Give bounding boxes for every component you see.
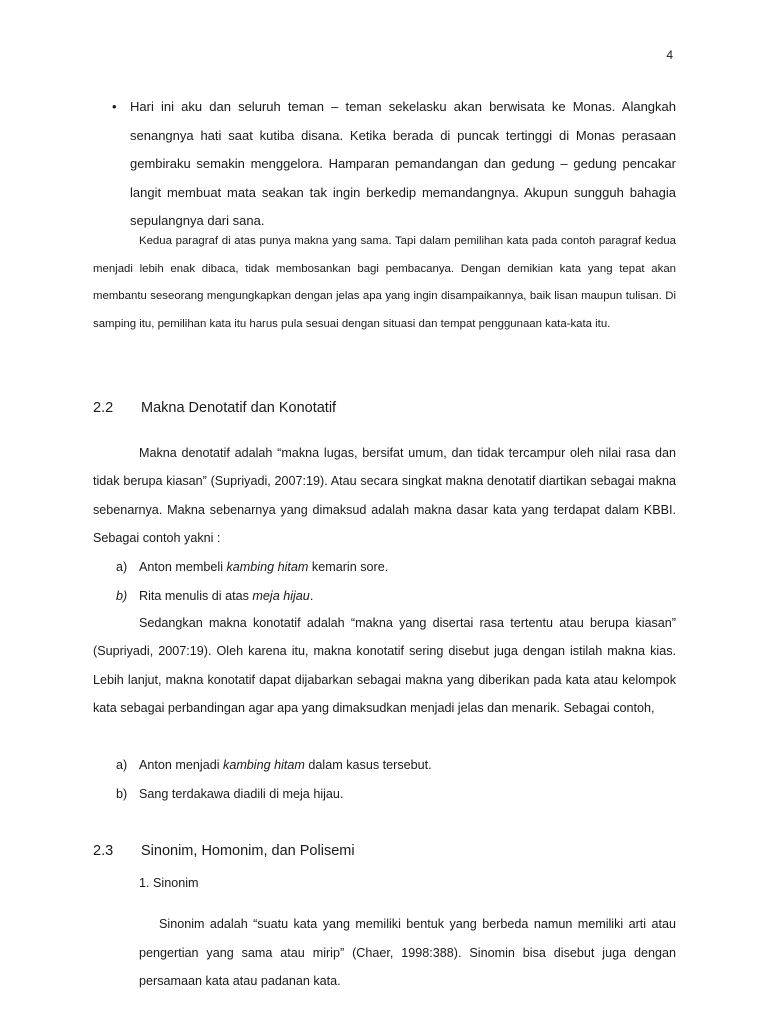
bullet-marker: • [112, 99, 117, 114]
list-item [116, 557, 388, 577]
list-text: kemarin sore. [308, 560, 389, 574]
list-text: Anton membeli [139, 560, 227, 574]
section-heading-2-2 [93, 400, 336, 416]
denotatif-paragraph: Makna denotatif adalah “makna lugas, bersifat umum, dan tidak tercampur oleh nilai rasa dan tidak berupa kiasan” (Supriyadi, 2007:19). Atau secara singkat makna denotatif diartikan sebagai makna sebenarnya. Makna sebenarnya yang dimaksud adalah makna dasar kata yang terdapat dalam KBBI. Sebagai contoh yakni : [93, 446, 676, 545]
section-title: Makna Denotatif dan Konotatif [141, 400, 337, 416]
bullet-text: Hari ini aku dan seluruh teman – teman sekelasku akan berwisata ke Monas. Alangkah senangnya hati saat kutiba disana. Ketika berada di puncak tertinggi di Monas perasaan gembiraku semakin menggelora. Hamparan pemandangan dan gedung – gedung pencakar langit membuat mata seakan tak ingin berkedip memandangnya. Akupun sungguh bahagia sepulangnya dari sana. [130, 99, 676, 228]
page-number: 4 [666, 48, 673, 62]
konotatif-paragraph: Sedangkan makna konotatif adalah “makna yang disertai rasa tertentu atau berupa kiasan” (Supriyadi, 2007:19). Oleh karena itu, makna konotatif sering disebut juga dengan istilah makna kias. Lebih lanjut, makna konotatif dapat dijabarkan sebagai makna yang diberikan pada kata atau kelompok kata sebagai perbandingan agar apa yang dimaksudkan menjadi jelas dan menarik. Sebagai contoh, [93, 616, 676, 715]
list-emphasis: kambing hitam [223, 758, 305, 772]
section-title: Sinonim, Homonim, dan Polisemi [141, 843, 355, 859]
list-text: . [309, 589, 314, 603]
list-text: Rita menulis di atas [139, 589, 253, 603]
list-item [116, 586, 313, 606]
list-marker: a) [116, 758, 128, 772]
list-emphasis: kambing hitam [226, 560, 309, 574]
section-number: 2.2 [93, 400, 114, 416]
bullet-item [112, 93, 676, 236]
sub-heading-sinonim: 1. Sinonim [139, 876, 199, 890]
list-text: dalam kasus tersebut. [304, 758, 432, 772]
section-heading-2-3 [93, 843, 355, 859]
list-item [116, 755, 432, 775]
section-number: 2.3 [93, 843, 114, 859]
intro-paragraph: Kedua paragraf di atas punya makna yang sama. Tapi dalam pemilihan kata pada contoh paragraf kedua menjadi lebih enak dibaca, tidak membosankan bagi pembacanya. Dengan demikian kata yang tepat akan membantu seseorang mengungkapkan dengan jelas apa yang ingin disampaikannya, baik lisan maupun tulisan. Di samping itu, pemilihan kata itu harus pula sesuai dengan situasi dan tempat penggunaan kata-kata itu. [93, 235, 676, 330]
list-marker: a) [116, 560, 128, 574]
list-marker: b) [116, 589, 128, 603]
sinonim-paragraph: Sinonim adalah “suatu kata yang memiliki bentuk yang berbeda namun memiliki arti atau pengertian yang sama atau mirip” (Chaer, 1998:388). Sinomin bisa disebut juga dengan persamaan kata atau padanan kata. [139, 917, 676, 988]
list-marker: b) [116, 787, 128, 801]
list-emphasis: meja hijau [252, 589, 310, 603]
list-text: Anton menjadi [139, 758, 224, 772]
list-item [116, 784, 343, 804]
list-text: Sang terdakawa diadili di meja hijau. [139, 787, 344, 801]
